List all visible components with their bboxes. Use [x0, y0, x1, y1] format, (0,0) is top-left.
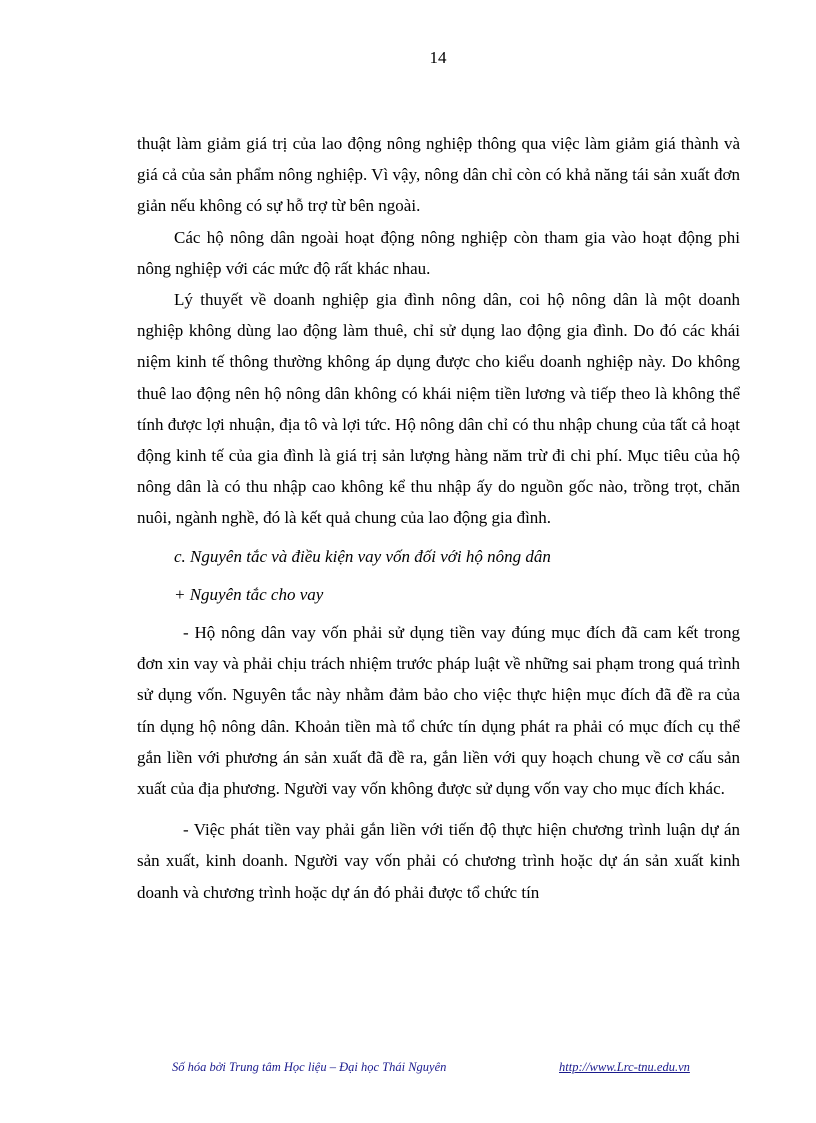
section-heading: c. Nguyên tắc và điều kiện vay vốn đối với hộ nông dân — [174, 546, 551, 566]
paragraph-bullet: - Việc phát tiền vay phải gắn liền với tiến độ thực hiện chương trình luận dự án sản xuất, kinh doanh. Người vay vốn phải có chương trình hoặc dự án sản xuất kinh doanh và chương trình hoặc dự án đó phải được tổ chức tín — [137, 820, 740, 902]
subsection-heading: + Nguyên tắc cho vay — [174, 584, 324, 604]
body-text — [137, 128, 740, 908]
footer-link[interactable]: http://www.Lrc-tnu.edu.vn — [559, 1060, 690, 1074]
page-number: 14 — [429, 48, 447, 67]
paragraph: Lý thuyết về doanh nghiệp gia đình nông dân, coi hộ nông dân là một doanh nghiệp không dùng lao động làm thuê, chỉ sử dụng lao động gia đình. Do đó các khái niệm kinh tế thông thường không áp dụng được cho kiểu doanh nghiệp này. Do không thuê lao động nên hộ nông dân không có khái niệm tiền lương và tiếp theo là không thể tính được lợi nhuận, địa tô và lợi tức. Hộ nông dân chỉ có thu nhập chung của tất cả hoạt động kinh tế của gia đình là giá trị sản lượng hàng năm trừ đi chi phí. Mục tiêu của hộ nông dân là có thu nhập cao không kể thu nhập ấy do nguồn gốc nào, trồng trọt, chăn nuôi, ngành nghề, đó là kết quả chung của lao động gia đình. — [137, 290, 740, 528]
paragraph-continuation: thuật làm giảm giá trị của lao động nông nghiệp thông qua việc làm giảm giá thành và giá cả của sản phẩm nông nghiệp. Vì vậy, nông dân chỉ còn có khả năng tái sản xuất đơn giản nếu không có sự hỗ trợ từ bên ngoài. — [137, 134, 740, 216]
paragraph-bullet: - Hộ nông dân vay vốn phải sử dụng tiền vay đúng mục đích đã cam kết trong đơn xin vay và phải chịu trách nhiệm trước pháp luật về những sai phạm trong quá trình sử dụng vốn. Nguyên tắc này nhằm đảm bảo cho việc thực hiện mục đích đã đề ra của tín dụng hộ nông dân. Khoản tiền mà tổ chức tín dụng phát ra phải có mục đích cụ thể gắn liền với phương án sản xuất đã đề ra, gắn liền với quy hoạch chung về cơ cấu sản xuất của địa phương. Người vay vốn không được sử dụng vốn vay cho mục đích khác. — [137, 623, 740, 799]
paragraph: Các hộ nông dân ngoài hoạt động nông nghiệp còn tham gia vào hoạt động phi nông nghiệp với các mức độ rất khác nhau. — [137, 227, 740, 278]
footer-source: Số hóa bởi Trung tâm Học liệu – Đại học Thái Nguyên — [172, 1060, 447, 1074]
